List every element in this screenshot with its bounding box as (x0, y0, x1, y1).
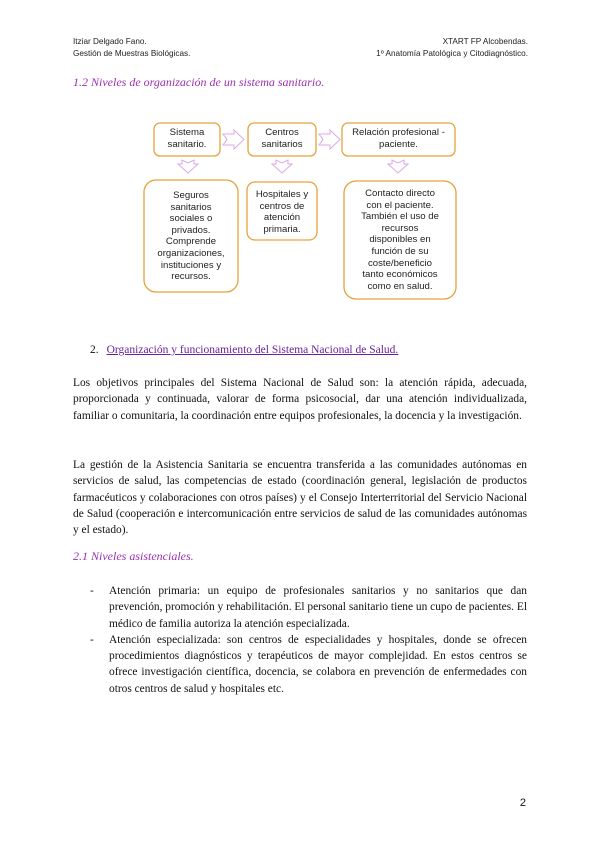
heading-2-title: Organización y funcionamiento del Sistema Nacional de Salud. (106, 344, 399, 356)
course-name: 1º Anatomía Patológica y Citodiagnóstico. (376, 49, 528, 58)
course-subject: Gestión de Muestras Biológicas. (73, 49, 191, 58)
top-box-centros-text: Centros sanitarios (261, 127, 303, 150)
arrow-right-1 (223, 130, 244, 149)
arrow-down-2 (272, 160, 292, 173)
bottom-box-hospitales-text: Hospitales y centros de atención primaria. (255, 189, 309, 235)
bottom-box-seguros-text: Seguros sanitarios sociales o privados. Comprende organizaciones, instituciones y recursos. (157, 190, 225, 283)
paragraph-management: La gestión de la Asistencia Sanitaria se encuentra transferida a las comunidades autónomas en servicios de salud, las competencias de estado (coordinación general, legislación de productos farmacéuticos y colaboraciones con otros países) y el Consejo Interterritorial del Servicio Nacional de Salud (cooperación e intercomunicación entre servicios de salud de las comunidades autónomas y el estado). (73, 459, 527, 537)
school-name: XTART FP Alcobendas. (442, 37, 528, 46)
heading-2-number: 2. (90, 344, 99, 356)
subsection-title: 2.1 Niveles asistenciales. (73, 549, 194, 563)
list-item: - Atención primaria: un equipo de profesionales sanitarios y no sanitarios que dan prevención, promoción y rehabilitación. El personal sanitario tiene un cupo de pacientes. El médico de familia autoriza la atención especializada. (90, 585, 527, 630)
list-dash: - (90, 633, 94, 646)
arrow-down-1 (178, 160, 198, 173)
list-item: - Atención especializada: son centros de especialidades y hospitales, donde se ofrecen procedimientos diagnósticos y terapéuticos de mayor complejidad. En estos centros se ofrece investigación científica, docencia, se colabora en prevención de enfermedades con otros centros de salud y hospitales etc. (90, 633, 527, 695)
arrow-down-3 (388, 160, 408, 173)
page-number: 2 (519, 797, 526, 809)
bottom-box-contacto-text: Contacto directo con el paciente. También el uso de recursos disponibles en función de su coste/beneficio tanto económicos como en salud. (361, 188, 439, 292)
paragraph-objectives: Los objetivos principales del Sistema Nacional de Salud son: la atención rápida, adecuada, proporcionada y continuada, valorar de forma psicosocial, dar una atención individualizada, familiar o comunitaria, la coordinación entre equipos profesionales, la docencia y la investigación. (73, 377, 527, 422)
arrow-right-2 (319, 130, 340, 149)
top-box-relacion-text: Relación profesional - paciente. (352, 127, 445, 150)
care-levels-list (90, 583, 527, 697)
section-title: 1.2 Niveles de organización de un sistema sanitario. (73, 75, 325, 89)
author-name: Itziar Delgado Fano. (73, 37, 147, 46)
top-box-sistema-text: Sistema sanitario. (167, 127, 207, 150)
list-dash: - (90, 585, 94, 597)
heading-2 (90, 344, 398, 356)
